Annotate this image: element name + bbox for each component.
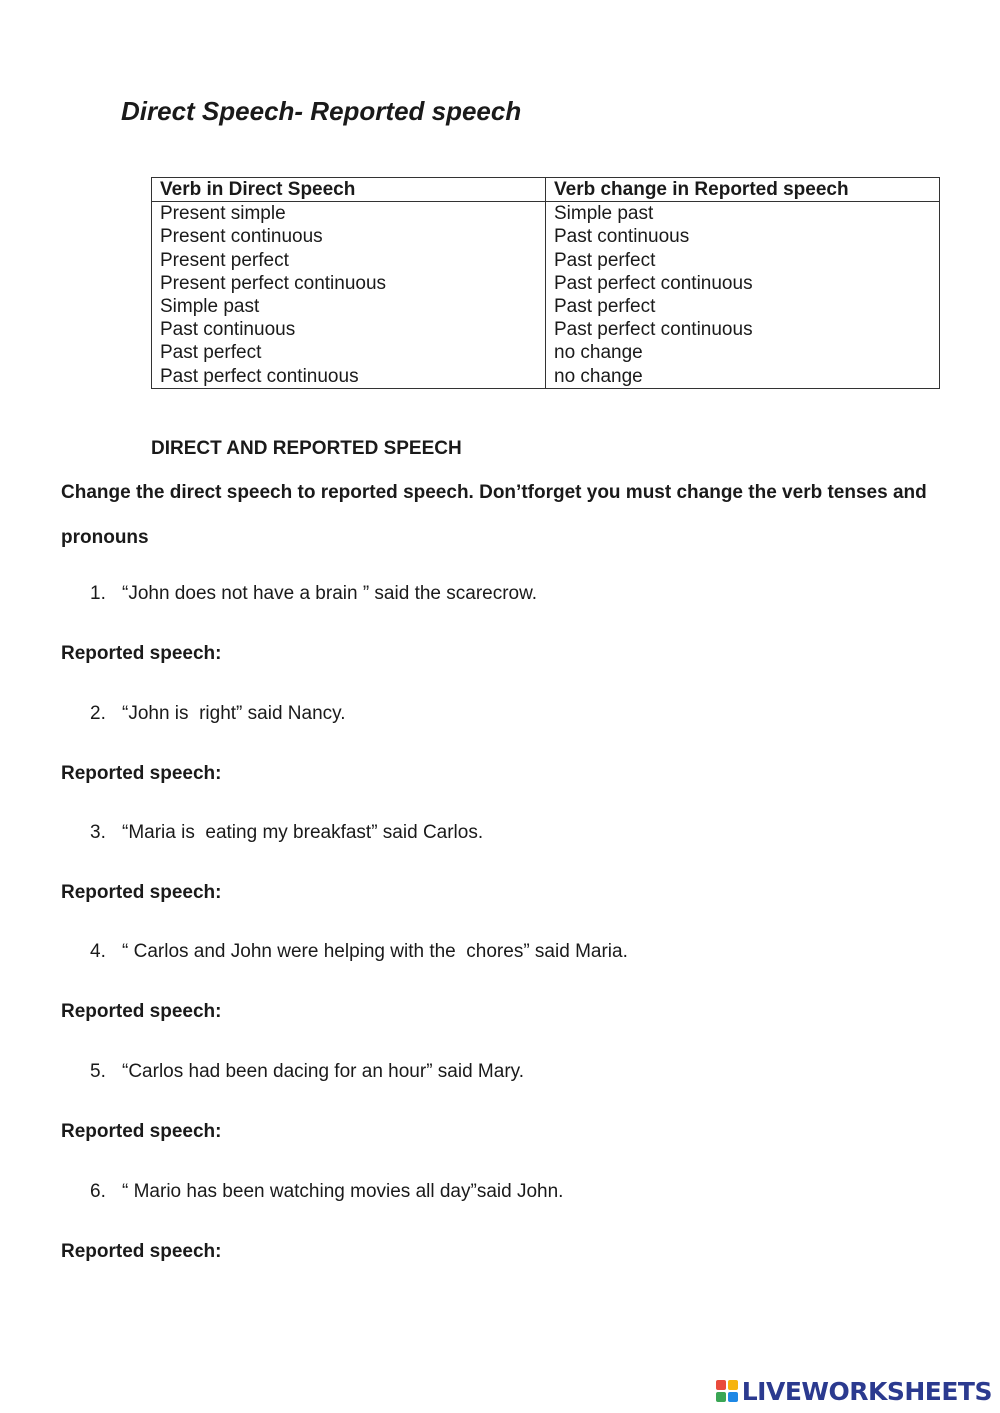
reported-speech-label: Reported speech: [61, 643, 222, 664]
reported-speech-label: Reported speech: [61, 1001, 222, 1022]
direct-speech-text: “ Carlos and John were helping with the chores” said Maria. [122, 941, 628, 962]
exercise-item [0, 821, 1000, 941]
reported-verb-cell: Past perfect [546, 249, 940, 272]
exercise-sentence [90, 1180, 563, 1204]
table-row [152, 202, 940, 226]
direct-verb-cell: Past continuous [152, 318, 546, 341]
table-row [152, 272, 940, 295]
verb-change-table [151, 177, 940, 389]
column-header: Verb in Direct Speech [152, 178, 546, 202]
exercise-number: 4. [90, 941, 106, 962]
exercise-item [0, 1180, 1000, 1300]
table-row [152, 318, 940, 341]
reported-verb-cell: no change [546, 341, 940, 364]
liveworksheets-logo [716, 1377, 992, 1405]
instructions-text: Change the direct speech to reported speech. Don’tforget you must change the verb tenses and pronouns [61, 482, 927, 548]
reported-verb-cell: Past perfect [546, 295, 940, 318]
column-header: Verb change in Reported speech [546, 178, 940, 202]
reported-speech-label: Reported speech: [61, 1241, 222, 1262]
exercise-item [0, 702, 1000, 822]
liveworksheets-mark-icon [716, 1380, 738, 1402]
exercise-sentence [90, 940, 628, 964]
exercise-number: 3. [90, 822, 106, 843]
reported-verb-cell: no change [546, 365, 940, 389]
direct-speech-text: “John is right” said Nancy. [122, 703, 346, 724]
page-title: Direct Speech- Reported speech [121, 96, 522, 126]
direct-verb-cell: Simple past [152, 295, 546, 318]
reported-speech-label: Reported speech: [61, 882, 222, 903]
logo-square [728, 1380, 738, 1390]
direct-verb-cell: Present perfect continuous [152, 272, 546, 295]
exercise-sentence [90, 821, 483, 845]
direct-verb-cell: Past perfect [152, 341, 546, 364]
exercise-number: 5. [90, 1061, 106, 1082]
section-heading: DIRECT AND REPORTED SPEECH [151, 438, 462, 459]
reported-verb-cell: Simple past [546, 202, 940, 226]
reported-speech-label: Reported speech: [61, 1121, 222, 1142]
logo-square [716, 1380, 726, 1390]
liveworksheets-wordmark: LIVEWORKSHEETS [741, 1376, 992, 1406]
exercise-number: 6. [90, 1181, 106, 1202]
exercise-sentence [90, 582, 537, 606]
exercise-sentence [90, 702, 346, 726]
logo-square [716, 1392, 726, 1402]
direct-verb-cell: Present simple [152, 202, 546, 226]
logo-square [728, 1392, 738, 1402]
direct-speech-text: “Maria is eating my breakfast” said Carlos. [122, 822, 484, 843]
reported-speech-label: Reported speech: [61, 763, 222, 784]
table-row [152, 295, 940, 318]
exercise-number: 2. [90, 703, 106, 724]
direct-verb-cell: Past perfect continuous [152, 365, 546, 389]
direct-speech-text: “Carlos had been dacing for an hour” said Mary. [122, 1061, 525, 1082]
direct-speech-text: “John does not have a brain ” said the scarecrow. [122, 583, 538, 604]
reported-verb-cell: Past perfect continuous [546, 272, 940, 295]
exercise-item [0, 940, 1000, 1060]
reported-verb-cell: Past continuous [546, 225, 940, 248]
direct-speech-text: “ Mario has been watching movies all day”said John. [122, 1181, 564, 1202]
direct-verb-cell: Present perfect [152, 249, 546, 272]
table-row [152, 249, 940, 272]
table-row [152, 225, 940, 248]
table-row [152, 365, 940, 389]
exercise-sentence [90, 1060, 524, 1084]
exercise-item [0, 1060, 1000, 1180]
exercise-item [0, 582, 1000, 702]
direct-verb-cell: Present continuous [152, 225, 546, 248]
reported-verb-cell: Past perfect continuous [546, 318, 940, 341]
exercise-number: 1. [90, 583, 106, 604]
table-header-row [152, 178, 940, 202]
table-row [152, 341, 940, 364]
